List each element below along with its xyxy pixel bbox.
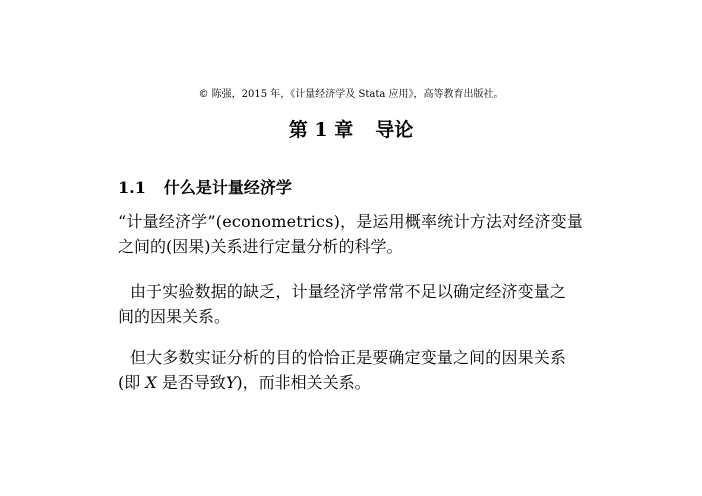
- paragraph-line-text: 但大多数实证分析的目的恰恰正是要确定变量之间的因果关系: [130, 348, 567, 367]
- variable-y: Y: [225, 373, 237, 392]
- paragraph-line-indented: [118, 345, 648, 370]
- paragraph-line-text: 由于实验数据的缺乏，计量经济学常常不足以确定经济变量之: [130, 282, 567, 301]
- paragraph-definition: [118, 209, 648, 259]
- variable-x: X: [145, 373, 157, 392]
- chapter-number: 第 1 章: [288, 119, 354, 141]
- paragraph-line: 之间的(因果)关系进行定量分析的科学。: [118, 237, 403, 256]
- paragraph-line: [118, 370, 648, 395]
- paragraph-line-indented: [118, 279, 648, 304]
- chapter-title: [0, 116, 702, 144]
- paragraph-line: 间的因果关系。: [118, 307, 231, 326]
- text-segment: )，而非相关关系。: [236, 373, 371, 392]
- text-segment: 是否导致: [156, 373, 226, 392]
- text-segment: (即: [118, 373, 146, 392]
- section-title: 什么是计量经济学: [163, 178, 292, 197]
- paragraph-data-limitation: [118, 279, 648, 329]
- chapter-name: 导论: [375, 119, 414, 141]
- paragraph-line: “计量经济学”(econometrics)，是运用概率统计方法对经济变量: [118, 212, 584, 231]
- section-heading: [118, 177, 292, 199]
- copyright-notice: © 陈强，2015 年，《计量经济学及 Stata 应用》，高等教育出版社。: [198, 89, 504, 100]
- section-number: 1.1: [118, 178, 146, 197]
- paragraph-causality: [118, 345, 648, 395]
